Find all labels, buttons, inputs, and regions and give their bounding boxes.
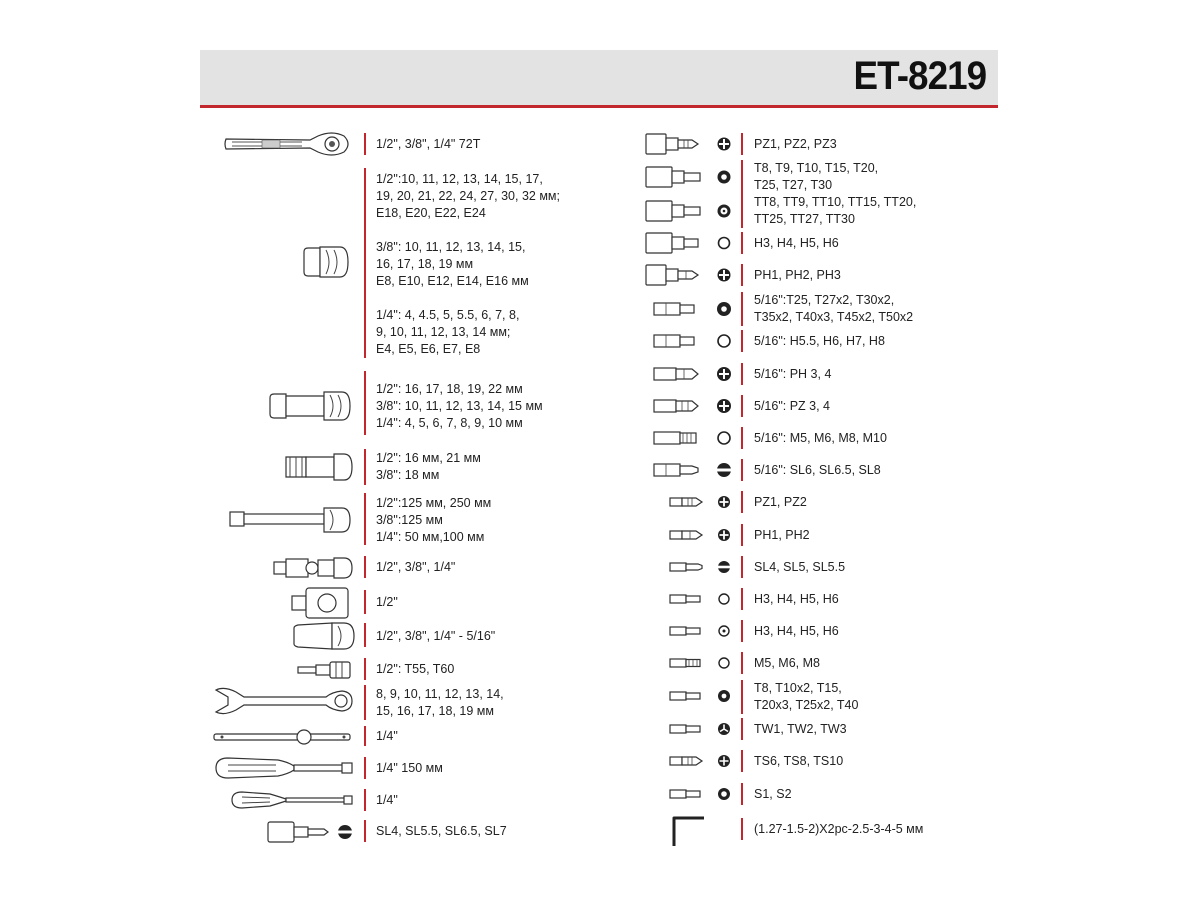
- deep-socket-icon: [268, 388, 352, 424]
- pozidriv-bit-socket-icon: [644, 132, 736, 156]
- torx-bit-socket-icon: [644, 165, 736, 189]
- hex-bit-sockets-spec: H3, H4, H5, H6: [754, 236, 839, 250]
- flex-handle-spec: 1/4" 150 мм: [376, 761, 443, 775]
- adapter-spec: 1/2": [376, 595, 398, 609]
- separator-bar: [741, 652, 743, 674]
- separator-bar: [741, 556, 743, 578]
- universal-joint-icon: [272, 555, 354, 583]
- separator-bar: [741, 160, 743, 194]
- separator-bar: [364, 685, 366, 720]
- separator-bar: [741, 133, 743, 155]
- hex-tamper-bits-spec: H3, H4, H5, H6: [754, 624, 839, 638]
- 516-ph-spec: 5/16": PH 3, 4: [754, 367, 832, 381]
- spark-plug-socket-icon: [284, 451, 354, 483]
- separator-bar: [741, 264, 743, 286]
- t-handle-spec: 1/4": [376, 729, 398, 743]
- pozidriv-bit-icon: [652, 395, 736, 417]
- spark-plug-spec: 1/2": 16 мм, 21 мм 3/8": 18 мм: [376, 451, 481, 482]
- separator-bar: [741, 783, 743, 805]
- separator-bar: [741, 330, 743, 352]
- separator-bar: [364, 789, 366, 811]
- pz-bits-spec: PZ1, PZ2: [754, 495, 807, 509]
- separator-bar: [741, 620, 743, 642]
- sockets-14-spec: 1/4": 4, 4.5, 5, 5.5, 6, 7, 8, 9, 10, 11, 12, 13, 14 мм; E4, E5, E6, E7, E8: [376, 308, 520, 356]
- screwdriver-handle-spec: 1/4": [376, 793, 398, 807]
- model-number: ET-8219: [853, 54, 986, 98]
- separator-bar: [364, 623, 366, 647]
- separator-bar: [741, 292, 743, 326]
- pozidriv-bit-icon: [668, 492, 736, 512]
- tamper-hex-bit-icon: [668, 621, 736, 641]
- ts-bits-spec: TS6, TS8, TS10: [754, 754, 844, 768]
- sl-bits-spec: SL4, SL5, SL5.5: [754, 560, 846, 574]
- separator-bar: [741, 194, 743, 228]
- combination-wrench-icon: [214, 686, 354, 716]
- pz-sockets-spec: PZ1, PZ2, PZ3: [754, 137, 837, 151]
- phillips-bit-socket-icon: [644, 263, 736, 287]
- separator-bar: [364, 590, 366, 614]
- separator-bar: [364, 658, 366, 680]
- torx-bit-sockets-spec: T8, T9, T10, T15, T20, T25, T27, T30: [754, 161, 879, 192]
- separator-bar: [741, 427, 743, 449]
- separator-bar: [741, 395, 743, 417]
- torx-bit-icon: [668, 686, 736, 706]
- separator-bar: [741, 363, 743, 385]
- spline-bit-icon: [668, 653, 736, 673]
- spline-bit-icon: [652, 427, 736, 449]
- sockets-12-spec: 1/2":10, 11, 12, 13, 14, 15, 17, 19, 20, 21, 22, 24, 27, 30, 32 мм; E18, E20, E22, E24: [376, 172, 560, 220]
- separator-bar: [741, 818, 743, 840]
- sockets-38-spec: 3/8": 10, 11, 12, 13, 14, 15, 16, 17, 18, 19 мм E8, E10, E12, E14, E16 мм: [376, 240, 529, 288]
- separator-bar: [364, 371, 366, 435]
- separator-bar: [741, 232, 743, 254]
- adapter-icon: [290, 586, 352, 620]
- screwdriver-handle-icon: [230, 789, 354, 811]
- separator-bar: [364, 449, 366, 485]
- spinner-handle-icon: [214, 756, 354, 780]
- wrenches-spec: 8, 9, 10, 11, 12, 13, 14, 15, 16, 17, 18, 19 мм: [376, 687, 504, 718]
- separator-bar: [364, 168, 366, 358]
- s-bits-spec: S1, S2: [754, 787, 792, 801]
- separator-bar: [741, 459, 743, 481]
- tt-bit-sockets-spec: TT8, TT9, TT10, TT15, TT20, TT25, TT27, TT30: [754, 195, 917, 226]
- universal-joint-spec: 1/2", 3/8", 1/4": [376, 560, 456, 574]
- separator-bar: [364, 820, 366, 842]
- socket-icon: [302, 244, 350, 280]
- separator-bar: [741, 491, 743, 513]
- torx-bit-socket-icon: [296, 660, 354, 680]
- deep-sockets-spec: 1/2": 16, 17, 18, 19, 22 мм 3/8": 10, 11, 12, 13, 14, 15 мм 1/4": 4, 5, 6, 7, 8, 9, 10 мм: [376, 382, 543, 430]
- hex-key-icon: [668, 812, 708, 852]
- tamper-torx-bit-socket-icon: [644, 199, 736, 223]
- bit-holder-spec: 1/2", 3/8", 1/4" - 5/16": [376, 629, 496, 643]
- ph-bits-spec: PH1, PH2: [754, 528, 810, 542]
- extensions-spec: 1/2":125 мм, 250 мм 3/8":125 мм 1/4": 50 мм,100 мм: [376, 496, 492, 544]
- ratchet-spec: 1/2", 3/8", 1/4" 72T: [376, 137, 481, 151]
- separator-bar: [364, 757, 366, 779]
- phillips-bit-icon: [668, 525, 736, 545]
- hex-bit-icon: [668, 589, 736, 609]
- ratchet-handle-icon: [222, 130, 352, 158]
- separator-bar: [741, 680, 743, 714]
- slotted-bit-icon: [668, 557, 736, 577]
- bit-holder-icon: [292, 620, 356, 652]
- separator-bar: [741, 750, 743, 772]
- 516-pz-spec: 5/16": PZ 3, 4: [754, 399, 831, 413]
- hex-keys-spec: (1.27-1.5-2)X2pc-2.5-3-4-5 мм: [754, 822, 924, 836]
- ph-bit-sockets-spec: PH1, PH2, PH3: [754, 268, 841, 282]
- torx-bit-icon: [652, 298, 736, 320]
- tri-wing-bit-icon: [668, 719, 736, 739]
- extension-bar-icon: [228, 504, 354, 536]
- separator-bar: [741, 588, 743, 610]
- header-banner: [200, 50, 998, 108]
- phillips-bit-icon: [652, 363, 736, 385]
- slotted-bit-socket-icon: [266, 818, 356, 846]
- slotted-bit-icon: [652, 459, 736, 481]
- hex-bit-icon: [652, 330, 736, 352]
- t-handle-icon: [212, 726, 354, 748]
- 516-slotted-spec: 5/16": SL6, SL6.5, SL8: [754, 463, 881, 477]
- separator-bar: [741, 718, 743, 740]
- separator-bar: [741, 524, 743, 546]
- slotted-bit-sockets-spec: SL4, SL5.5, SL6.5, SL7: [376, 824, 507, 838]
- separator-bar: [364, 556, 366, 578]
- torx-bits-spec: T8, T10x2, T15, T20x3, T25x2, T40: [754, 681, 859, 712]
- separator-bar: [364, 726, 366, 746]
- 516-torx-spec: 5/16":T25, T27x2, T30x2, T35x2, T40x3, T45x2, T50x2: [754, 293, 914, 324]
- 516-hex-spec: 5/16": H5.5, H6, H7, H8: [754, 334, 885, 348]
- 516-spline-spec: 5/16": M5, M6, M8, M10: [754, 431, 887, 445]
- tw-bits-spec: TW1, TW2, TW3: [754, 722, 847, 736]
- separator-bar: [364, 133, 366, 155]
- spline-bits-spec: M5, M6, M8: [754, 656, 820, 670]
- square-bit-icon: [668, 784, 736, 804]
- hex-bits-spec: H3, H4, H5, H6: [754, 592, 839, 606]
- torq-set-bit-icon: [668, 751, 736, 771]
- separator-bar: [364, 493, 366, 545]
- torx-sockets-spec: 1/2": T55, T60: [376, 662, 455, 676]
- hex-bit-socket-icon: [644, 231, 736, 255]
